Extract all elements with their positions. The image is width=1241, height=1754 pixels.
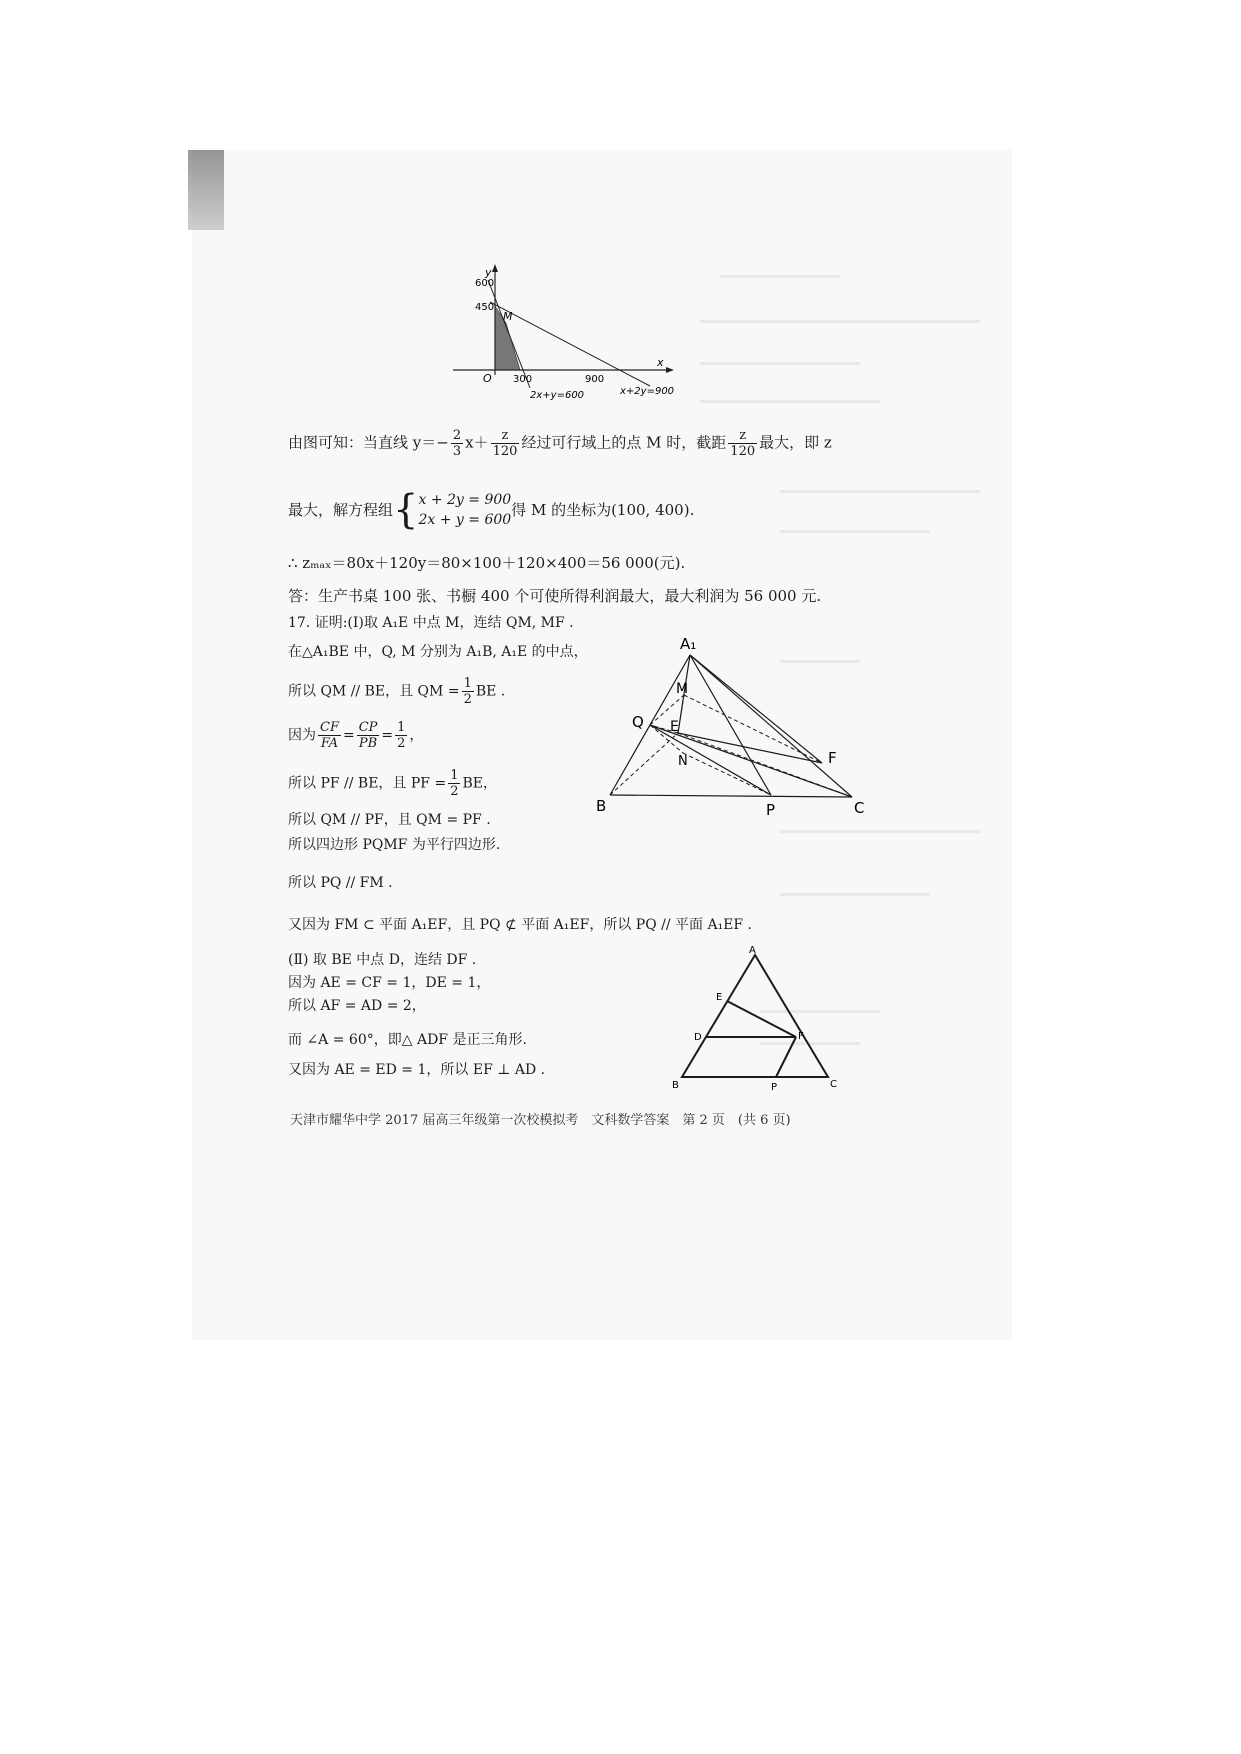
tri-label-f: F xyxy=(798,1031,804,1042)
label-b: B xyxy=(596,797,607,815)
text-segment: x＋ xyxy=(465,433,489,452)
scan-shadow xyxy=(188,150,224,230)
solution-line-2 xyxy=(288,487,695,533)
proof-line-8: 因为 $\frac{CF}{FA}$ = $\frac{CP}{PB}$ = $\frac{1}{2}$ ， xyxy=(288,720,424,751)
answer-line: 答：生产书桌 100 张、书橱 400 个可使所得利润最大，最大利润为 56 000 元. xyxy=(288,587,822,605)
label-q: Q xyxy=(632,713,644,731)
label-p: P xyxy=(766,801,776,819)
text-segment: 最大，解方程组 xyxy=(288,501,394,519)
proof-line-6: 在△A₁BE 中，Q, M 分别为 A₁B, A₁E 的中点， xyxy=(288,644,588,660)
triangle-figure xyxy=(670,945,840,1100)
line2-label: x+2y=900 xyxy=(620,386,675,397)
origin-label: O xyxy=(483,372,492,385)
proof-line-9: 所以 PF // BE，且 PF = $\frac{1}{2}$ BE， xyxy=(288,768,497,799)
fraction: $\frac{z}{120}$ xyxy=(730,428,756,459)
label-a1: A₁ xyxy=(680,635,697,653)
fraction: $\frac{1}{2}$ xyxy=(450,768,459,799)
label-c: C xyxy=(854,799,865,817)
pyramid-figure xyxy=(590,635,870,825)
label-n: N xyxy=(678,754,688,769)
proof-part-2-intro: (Ⅱ) 取 BE 中点 D，连结 DF . xyxy=(288,952,477,968)
proof-line-7: 所以 QM // BE，且 QM = $\frac{1}{2}$ BE . xyxy=(288,676,506,707)
text-segment: 最大，即 z xyxy=(759,433,832,452)
y-axis-label: y xyxy=(485,266,492,279)
label-e: E xyxy=(670,719,679,735)
equation-1: x + 2y = 900 xyxy=(418,492,512,508)
proof-line-12: 所以 PQ // FM . xyxy=(288,875,393,891)
proof-17-intro: 17. 证明:(Ⅰ)取 A₁E 中点 M，连结 QM, MF . xyxy=(288,615,574,631)
proof-line-15: 因为 AE = CF = 1，DE = 1， xyxy=(288,975,491,991)
proof-line-13: 又因为 FM ⊂ 平面 A₁EF，且 PQ ⊄ 平面 A₁EF，所以 PQ // 平面 A₁EF . xyxy=(288,917,753,933)
tri-label-p: P xyxy=(771,1082,778,1093)
tri-label-c: C xyxy=(830,1079,837,1090)
proof-line-10: 所以 QM // PF，且 QM = PF . xyxy=(288,812,491,828)
line-2x-plus-y-600 xyxy=(488,280,533,388)
proof-line-11: 所以四边形 PQMF 为平行四边形. xyxy=(288,837,501,853)
fraction: $\frac{z}{120}$ xyxy=(492,428,518,459)
equation-2: 2x + y = 600 xyxy=(418,512,512,528)
tri-label-e: E xyxy=(716,992,723,1003)
x-tick-300: 300 xyxy=(513,374,533,385)
solution-line-3: ∴ zₘₐₓ＝80x＋120y＝80×100＋120×400＝56 000(元). xyxy=(288,554,686,572)
fraction: $\frac{CF}{FA}$ xyxy=(320,720,339,751)
proof-line-16: 所以 AF = AD = 2， xyxy=(288,998,426,1014)
proof-line-17: 而 ∠A = 60°，即△ ADF 是正三角形. xyxy=(288,1032,527,1048)
tri-label-a: A xyxy=(749,945,756,956)
fraction: $\frac{2}{3}$ xyxy=(452,428,462,459)
text-segment: 得 M 的坐标为(100, 400). xyxy=(511,501,695,519)
point-m-label: M xyxy=(503,310,513,323)
x-axis-label: x xyxy=(657,356,664,369)
page-footer: 天津市耀华中学 2017 届高三年级第一次校模拟考 文科数学答案 第 2 页 (共 6 页) xyxy=(290,1113,791,1128)
fraction: $\frac{1}{2}$ xyxy=(397,720,406,751)
fraction: $\frac{CP}{PB}$ xyxy=(358,720,378,751)
feasible-region-graph xyxy=(445,260,685,405)
tri-label-d: D xyxy=(694,1032,702,1043)
y-tick-600: 600 xyxy=(475,278,495,289)
y-tick-450: 450 xyxy=(475,302,495,313)
text-segment: 经过可行域上的点 M 时，截距 xyxy=(521,433,727,452)
proof-line-18: 又因为 AE = ED = 1，所以 EF ⊥ AD . xyxy=(288,1062,546,1078)
equation-system: { x + 2y = 900 2x + y = 600 xyxy=(393,487,512,533)
label-m: M xyxy=(676,681,689,697)
tri-label-b: B xyxy=(672,1080,679,1091)
fraction: $\frac{1}{2}$ xyxy=(463,676,472,707)
line1-label: 2x+y=600 xyxy=(530,390,585,401)
label-f: F xyxy=(828,749,837,767)
x-tick-900: 900 xyxy=(585,374,605,385)
solution-line-1 xyxy=(288,428,832,459)
text-segment: 由图可知：当直线 y＝− xyxy=(288,433,449,452)
